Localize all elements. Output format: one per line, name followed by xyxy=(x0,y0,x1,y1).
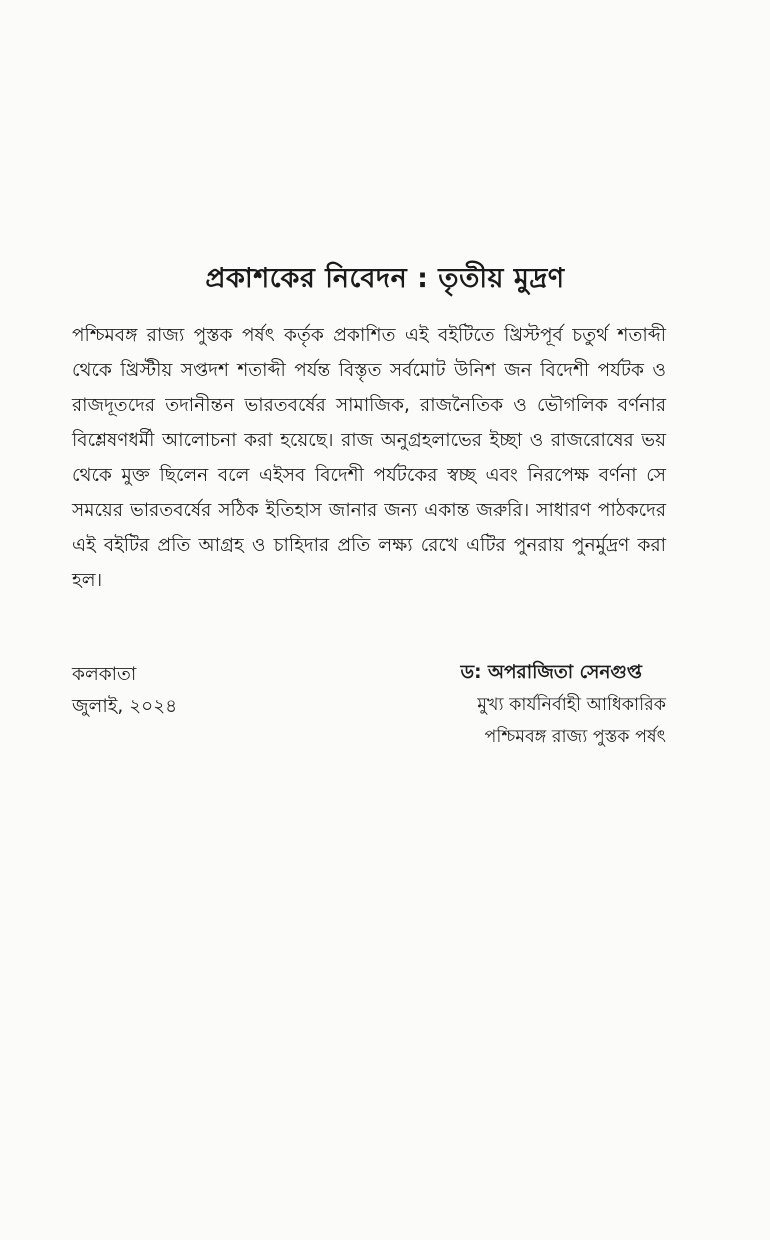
signatory-designation: মুখ্য কার্যনির্বাহী আধিকারিক xyxy=(477,695,666,715)
publication-date: জুলাই, ২০২৪ xyxy=(72,696,178,717)
signatory-organisation: পশ্চিমবঙ্গ রাজ্য পুস্তক পর্ষৎ xyxy=(484,727,666,747)
place-of-publication: কলকাতা xyxy=(72,664,137,685)
publisher-note-paragraph: পশ্চিমবঙ্গ রাজ্য পুস্তক পর্ষৎ কর্তৃক প্রকাশিত এই বইটিতে খ্রিস্টপূর্ব চতুর্থ শতাব্দী থেকে খ্রিস্টীয় সপ্তদশ শতাব্দী পর্যন্ত বিস্তৃত সর্বমোট উনিশ জন বিদেশী পর্যটক ও রাজদূতদের তদানীন্তন ভারতবর্ষের সামাজিক, রাজনৈতিক ও ভৌগলিক বর্ণনার বিশ্লেষণধর্মী আলোচনা করা হয়েছে। রাজ অনুগ্রহলাভের ইচ্ছা ও রাজরোষের ভয় থেকে মুক্ত ছিলেন বলে এইসব বিদেশী পর্যটকের স্বচ্ছ এবং নিরপেক্ষ বর্ণনা সে সময়ের ভারতবর্ষের সঠিক ইতিহাস জানার জন্য একান্ত জরুরি। সাধারণ পাঠকদের এই বইটির প্রতি আগ্রহ ও চাহিদার প্রতি লক্ষ্য রেখে এটির পুনরায় পুনর্মুদ্রণ করা হল। xyxy=(72,325,666,591)
signatory-name: ড: অপরাজিতা সেনগুপ্ত xyxy=(460,662,642,683)
page-title: প্রকাশকের নিবেদন : তৃতীয় মুদ্রণ xyxy=(205,263,565,294)
